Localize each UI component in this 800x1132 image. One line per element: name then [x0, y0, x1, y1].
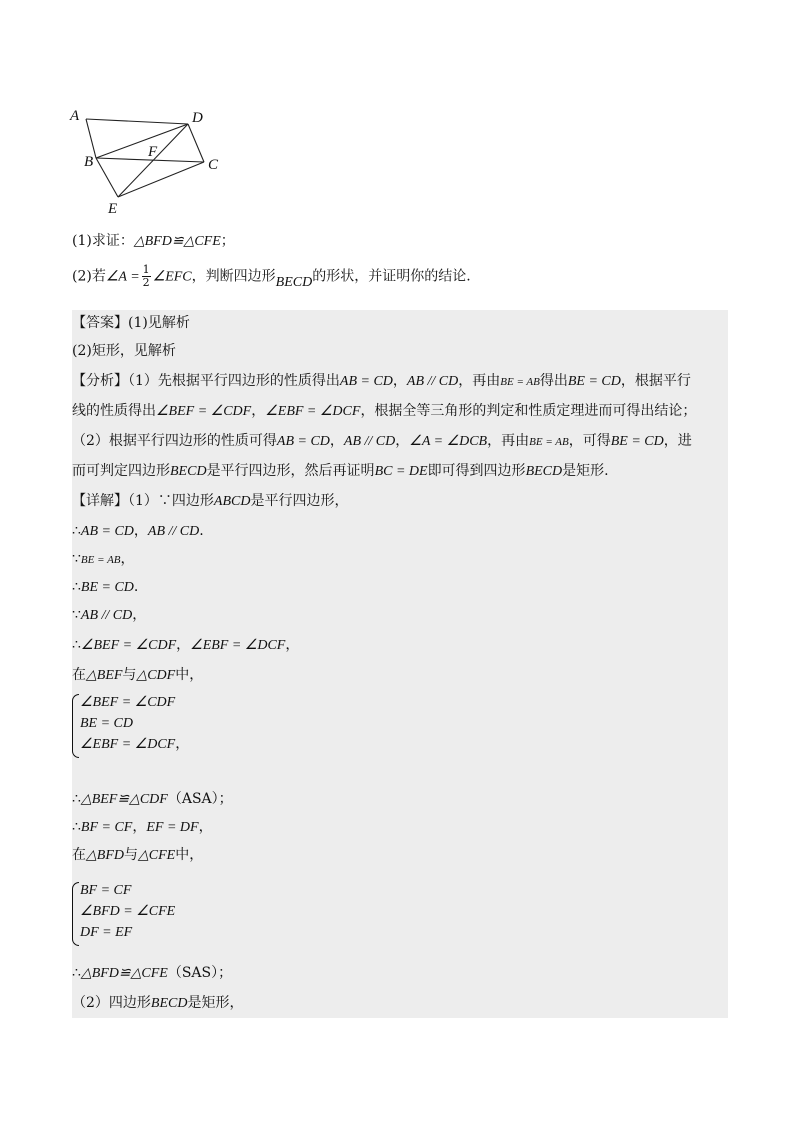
- detail-line-8: ∴△BEF≌△CDF（ASA）；: [72, 791, 233, 807]
- segment-bd: [96, 124, 188, 158]
- label-e: E: [108, 201, 118, 217]
- equation-system-2: BF = CF ∠BFD = ∠CFE DF = EF: [80, 883, 176, 940]
- detail-line-1: 【详解】（1）∵四边形ABCD是平行四边形，: [72, 493, 349, 509]
- detail-line-10: 在△BFD与△CFE中，: [72, 847, 204, 863]
- analysis-line-4: 而可判定四边形BECD是平行四边形，然后再证明BC = DE即可得到四边形BECD是矩形.: [72, 463, 609, 479]
- q1-prefix: (1)求证：: [72, 233, 134, 249]
- label-a: A: [70, 108, 80, 124]
- detail-line-6: ∴∠BEF = ∠CDF，∠EBF = ∠DCF，: [72, 637, 300, 653]
- segment-dc: [188, 124, 204, 162]
- equation-system-1: ∠BEF = ∠CDF BE = CD ∠EBF = ∠DCF，: [80, 695, 190, 752]
- answer-line-1: 【答案】(1)见解析: [72, 315, 190, 331]
- parallelogram-diagram: [64, 100, 234, 220]
- label-d: D: [192, 110, 203, 126]
- system-brace-2: [72, 882, 79, 946]
- detail-line-4: ∴BE = CD.: [72, 579, 139, 595]
- geometry-figure: [64, 100, 234, 220]
- answer-line-2: (2)矩形，见解析: [72, 343, 176, 359]
- q2-shape: BECD: [275, 274, 313, 290]
- q2-angle: ∠A =: [105, 269, 140, 285]
- label-c: C: [208, 157, 219, 173]
- segment-ec: [118, 162, 204, 197]
- answer-panel: [72, 310, 728, 1018]
- segment-ad: [86, 119, 188, 124]
- detail-line-9: ∴BF = CF，EF = DF，: [72, 819, 213, 835]
- segment-be: [96, 158, 118, 197]
- detail-line-11: ∴△BFD≌△CFE（SAS）；: [72, 965, 233, 981]
- fraction-one-half: [142, 264, 151, 289]
- fraction-numerator: 1: [142, 263, 150, 276]
- analysis-line-1: 【分析】（1）先根据平行四边形的性质得出AB = CD，AB // CD，再由BE = AB得出BE = CD，根据平行: [72, 373, 691, 389]
- q2-suffix: 的形状，并证明你的结论.: [312, 268, 471, 285]
- detail-line-5: ∵AB // CD，: [72, 607, 147, 623]
- q2-prefix: (2)若: [72, 268, 106, 285]
- fraction-denominator: 2: [142, 276, 150, 289]
- analysis-line-2: 线的性质得出∠BEF = ∠CDF，∠EBF = ∠DCF，根据全等三角形的判定和性质定理进而可得出结论；: [72, 403, 697, 419]
- detail-line-12: （2）四边形BECD是矩形，: [72, 995, 244, 1011]
- system-brace-1: [72, 694, 79, 758]
- analysis-line-3: （2）根据平行四边形的性质可得AB = CD，AB // CD，∠A = ∠DCB，再由BE = AB，可得BE = CD，进: [72, 433, 692, 449]
- question-1: [72, 230, 235, 253]
- label-f: F: [148, 144, 158, 160]
- q1-suffix: ；: [220, 233, 235, 249]
- segment-ab: [86, 119, 96, 158]
- detail-line-2: ∴AB = CD，AB // CD.: [72, 523, 204, 539]
- q1-math: △BFD≌△CFE: [133, 234, 221, 249]
- q2-mid: ，判断四边形: [191, 268, 276, 285]
- question-2: [72, 264, 471, 289]
- detail-line-7: 在△BEF与△CDF中，: [72, 667, 204, 683]
- detail-line-3: ∵BE = AB，: [72, 551, 135, 567]
- label-b: B: [84, 154, 94, 170]
- q2-math: ∠EFC: [152, 269, 192, 285]
